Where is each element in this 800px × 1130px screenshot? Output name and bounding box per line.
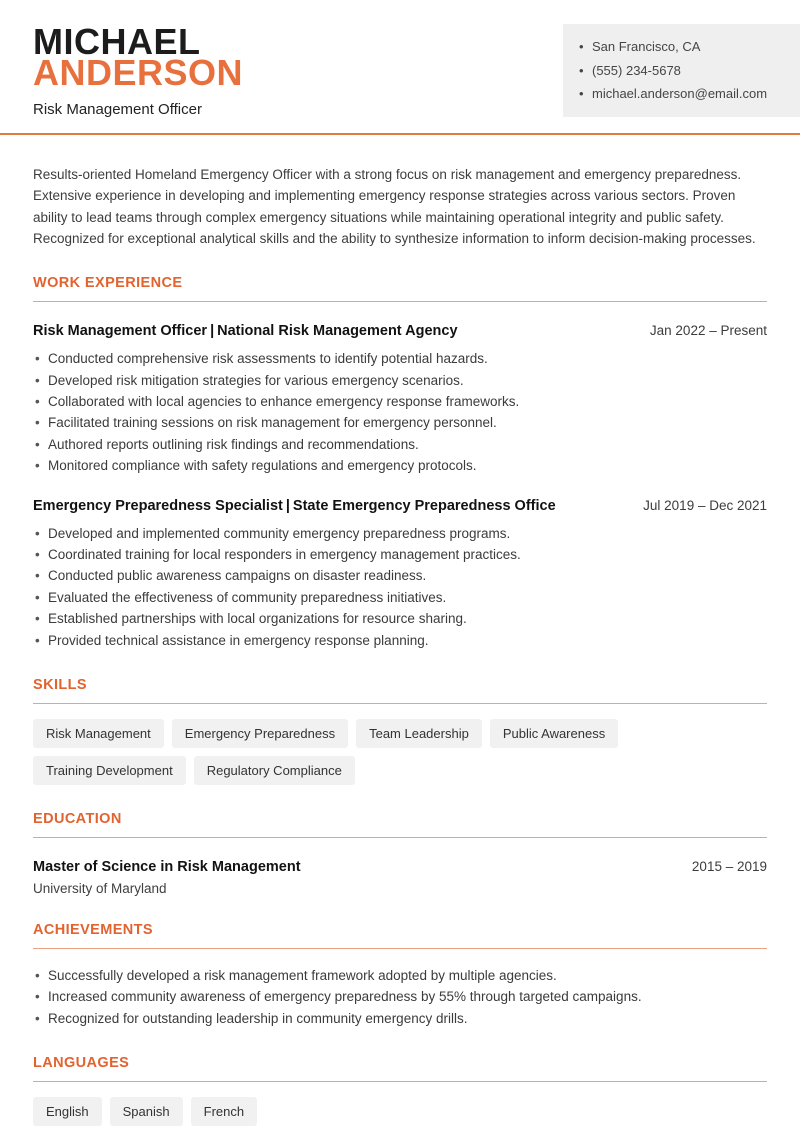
- achievement-bullet: • Increased community awareness of emergency preparedness by 55% through targeted campaigns.: [33, 986, 767, 1007]
- contact-email-text: michael.anderson@email.com: [592, 86, 768, 101]
- section-title-work-experience: WORK EXPERIENCE: [33, 275, 767, 302]
- job-entry: [33, 323, 767, 476]
- languages-tags: [33, 1097, 767, 1126]
- language-tag: English: [33, 1097, 102, 1126]
- job-title-line: [33, 323, 458, 339]
- section-achievements: [33, 922, 767, 1029]
- skill-tag: Public Awareness: [490, 719, 618, 748]
- section-skills: [33, 677, 767, 785]
- job-role: Risk Management Officer: [33, 323, 208, 340]
- header-divider: [0, 133, 800, 135]
- job-bullet: • Evaluated the effectiveness of community preparedness initiatives.: [33, 587, 767, 608]
- achievement-bullet: • Recognized for outstanding leadership in community emergency drills.: [33, 1008, 767, 1029]
- header-job-title: Risk Management Officer: [33, 101, 202, 118]
- job-bullet: • Conducted public awareness campaigns on disaster readiness.: [33, 565, 767, 586]
- summary-text: Results-oriented Homeland Emergency Officer with a strong focus on risk management and emergency preparedness. Extensive experience in developing and implementing emergency response strategies across various sectors. Proven ability to lead teams through complex emergency situations while maintaining operational integrity and public safety. Recognized for exceptional analytical skills and the ability to synthesize information to inform decision-making processes.: [33, 167, 756, 246]
- job-bullet: • Collaborated with local agencies to enhance emergency response frameworks.: [33, 391, 767, 412]
- section-title-languages: LANGUAGES: [33, 1055, 767, 1082]
- skills-tags: [33, 719, 767, 785]
- achievement-bullets: [33, 965, 767, 1029]
- section-title-achievements: ACHIEVEMENTS: [33, 922, 767, 949]
- job-bullet: • Established partnerships with local organizations for resource sharing.: [33, 608, 767, 629]
- separator: |: [285, 497, 290, 514]
- job-bullets: [33, 523, 767, 651]
- job-head: [33, 498, 767, 514]
- school: University of Maryland: [33, 881, 167, 897]
- section-title-education: EDUCATION: [33, 811, 767, 838]
- job-bullet: • Developed risk mitigation strategies for various emergency scenarios.: [33, 370, 767, 391]
- job-dates: Jul 2019 – Dec 2021: [643, 497, 767, 513]
- contact-phone: [579, 59, 786, 83]
- language-tag: French: [191, 1097, 257, 1126]
- contact-location-text: San Francisco, CA: [592, 39, 701, 54]
- job-bullet: • Developed and implemented community emergency preparedness programs.: [33, 523, 767, 544]
- resume-body: [0, 164, 800, 1126]
- contact-email: [579, 82, 786, 106]
- job-bullets: [33, 348, 767, 476]
- bullet-icon: •: [579, 39, 584, 54]
- job-head: [33, 323, 767, 339]
- degree: Master of Science in Risk Management: [33, 859, 301, 876]
- contact-card: [563, 24, 800, 117]
- bullet-icon: •: [579, 86, 584, 101]
- job-entry: [33, 498, 767, 651]
- job-company: National Risk Management Agency: [217, 323, 458, 340]
- skill-tag: Emergency Preparedness: [172, 719, 348, 748]
- job-company: State Emergency Preparedness Office: [292, 497, 556, 514]
- skill-tag: Team Leadership: [356, 719, 482, 748]
- separator: |: [210, 323, 215, 340]
- header: [0, 0, 800, 118]
- job-bullet: • Coordinated training for local responders in emergency management practices.: [33, 544, 767, 565]
- bullet-icon: •: [579, 62, 584, 78]
- job-bullet: • Monitored compliance with safety regulations and emergency protocols.: [33, 455, 767, 476]
- education-head: [33, 859, 767, 875]
- contact-location: [579, 35, 786, 59]
- job-bullet: • Conducted comprehensive risk assessments to identify potential hazards.: [33, 348, 767, 369]
- job-title-line: [33, 498, 556, 514]
- skill-tag: Training Development: [33, 756, 186, 785]
- first-name: MICHAEL: [33, 21, 201, 62]
- section-work-experience: [33, 275, 767, 651]
- last-name: ANDERSON: [33, 52, 244, 93]
- contact-phone-text: (555) 234-5678: [592, 62, 681, 78]
- job-bullet: • Authored reports outlining risk findings and recommendations.: [33, 434, 767, 455]
- job-role: Emergency Preparedness Specialist: [33, 497, 283, 514]
- achievement-bullet: • Successfully developed a risk management framework adopted by multiple agencies.: [33, 965, 767, 986]
- contact-list: [579, 35, 786, 106]
- section-education: [33, 811, 767, 896]
- job-bullet: • Facilitated training sessions on risk management for emergency personnel.: [33, 412, 767, 433]
- skill-tag: Regulatory Compliance: [194, 756, 355, 785]
- job-dates: Jan 2022 – Present: [649, 323, 767, 339]
- language-tag: Spanish: [110, 1097, 183, 1126]
- section-languages: [33, 1055, 767, 1126]
- education-dates: 2015 – 2019: [691, 859, 767, 875]
- section-title-skills: SKILLS: [33, 677, 767, 704]
- job-bullet: • Provided technical assistance in emergency response planning.: [33, 630, 767, 651]
- skill-tag: Risk Management: [33, 719, 164, 748]
